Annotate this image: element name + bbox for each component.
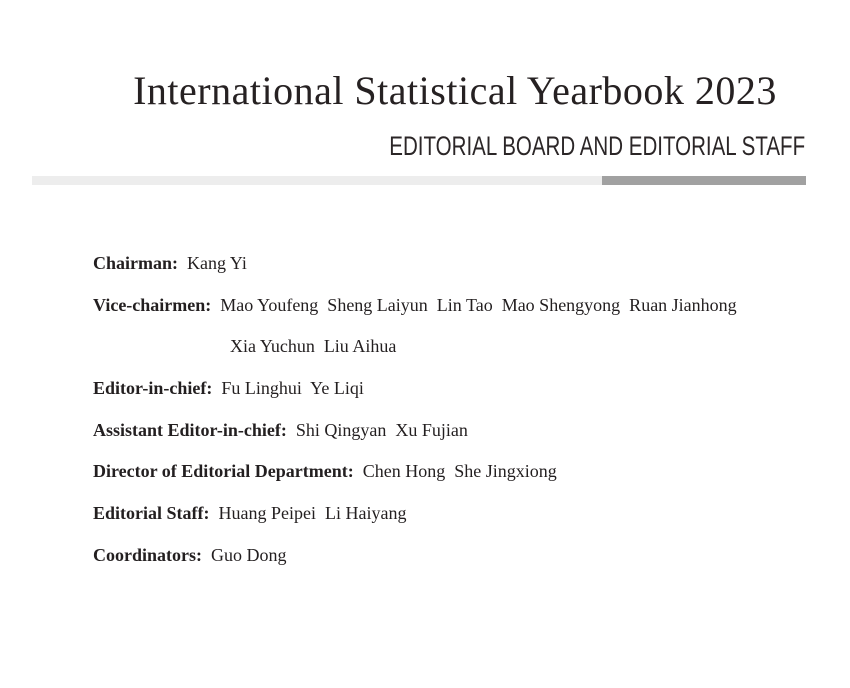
- role-names: Xia Yuchun Liu Aihua: [230, 336, 397, 357]
- divider-light-segment: [32, 176, 602, 185]
- board-row-assistant-editor-in-chief: [93, 410, 830, 452]
- board-row-editorial-staff: [93, 493, 830, 535]
- role-names: Huang Peipei Li Haiyang: [218, 503, 407, 524]
- role-names: Shi Qingyan Xu Fujian: [295, 419, 468, 440]
- board-row-vice-chairmen-continuation: [93, 326, 830, 368]
- board-row-editor-in-chief: [93, 368, 830, 410]
- section-heading: EDITORIAL BOARD AND EDITORIAL STAFF: [389, 131, 805, 161]
- role-label: Chairman:: [93, 253, 178, 273]
- role-names: Guo Dong: [211, 544, 287, 565]
- divider-dark-segment: [602, 176, 806, 185]
- role-names: Mao Youfeng Sheng Laiyun Lin Tao Mao Shengyong Ruan Jianhong: [220, 294, 737, 315]
- board-row-vice-chairmen: [93, 285, 830, 327]
- board-row-coordinators: [93, 535, 830, 577]
- role-names: Kang Yi: [187, 253, 247, 273]
- role-names: Chen Hong She Jingxiong: [362, 461, 557, 482]
- divider: [32, 176, 806, 185]
- role-label: Assistant Editor-in-chief:: [93, 419, 287, 440]
- role-label: Editorial Staff:: [93, 503, 210, 524]
- role-names: Fu Linghui Ye Liqi: [221, 378, 364, 399]
- role-label: Director of Editorial Department:: [93, 461, 354, 482]
- role-label: Vice-chairmen:: [93, 294, 212, 315]
- editorial-board-list: [93, 243, 830, 577]
- role-label: Coordinators:: [93, 544, 202, 565]
- role-label: Editor-in-chief:: [93, 378, 213, 399]
- board-row-director-of-editorial-department: [93, 451, 830, 493]
- page-title: International Statistical Yearbook 2023: [133, 67, 777, 113]
- board-row-chairman: [93, 243, 830, 285]
